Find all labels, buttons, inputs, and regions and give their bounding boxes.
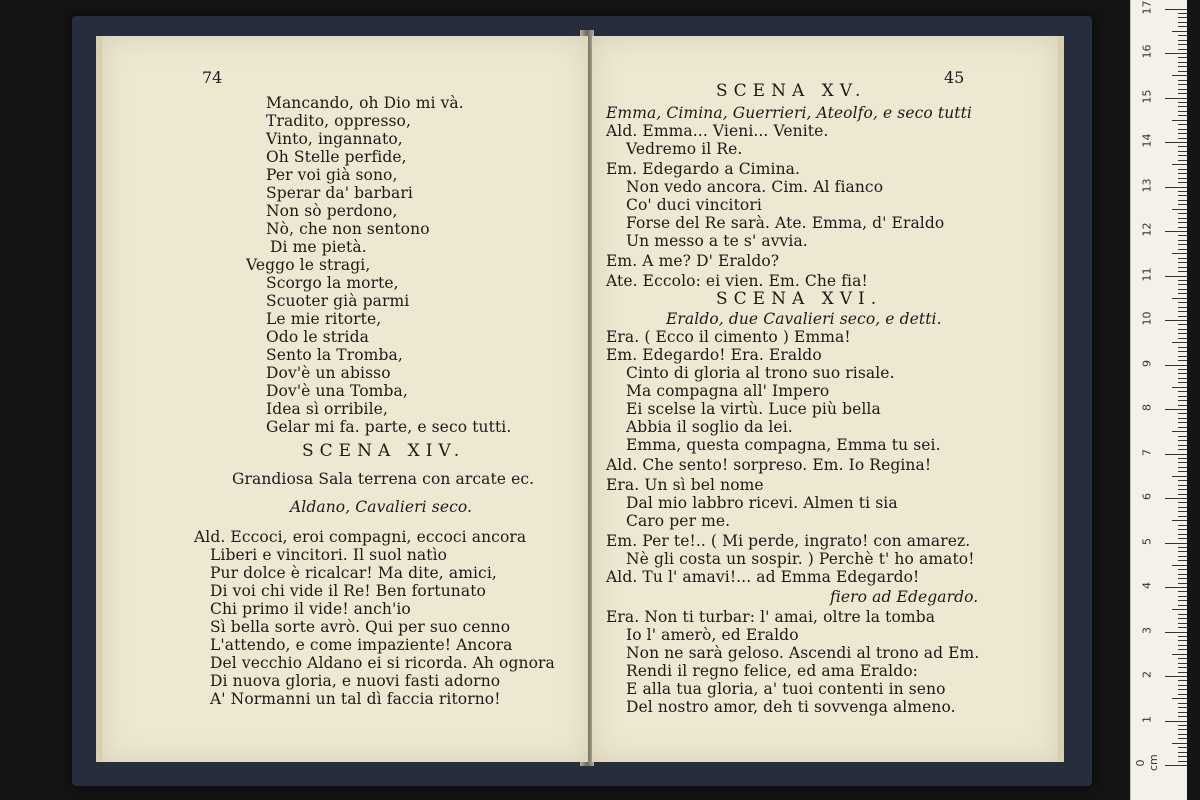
ruler-number: 1 [1140, 715, 1154, 723]
ruler-tick [1178, 249, 1187, 250]
ruler-tick [1165, 676, 1187, 677]
ruler-tick [1165, 498, 1187, 499]
ruler-tick [1178, 80, 1187, 81]
text-line: L'attendo, e come impaziente! Ancora [210, 636, 513, 654]
text-line: Dov'è una Tomba, [266, 382, 408, 400]
ruler-tick [1178, 516, 1187, 517]
ruler-tick [1178, 538, 1187, 539]
ruler-tick [1178, 556, 1187, 557]
ruler-tick [1178, 84, 1187, 85]
text-line: Ald. Che sento! sorpreso. Em. Io Regina! [606, 456, 932, 474]
ruler-tick [1178, 672, 1187, 673]
text-line: Non ne sarà geloso. Ascendi al trono ad Em. [626, 644, 980, 662]
page-number: 74 [202, 68, 223, 87]
ruler-tick [1178, 356, 1187, 357]
ruler-tick [1178, 267, 1187, 268]
text-line: Ma compagna all' Impero [626, 382, 830, 400]
ruler-tick [1178, 146, 1187, 147]
ruler-tick [1178, 640, 1187, 641]
ruler-tick [1172, 164, 1187, 165]
ruler-tick [1178, 93, 1187, 94]
ruler-tick [1178, 271, 1187, 272]
ruler-tick [1178, 507, 1187, 508]
ruler-tick [1178, 227, 1187, 228]
ruler-tick [1178, 680, 1187, 681]
ruler-number: 2 [1140, 671, 1154, 678]
text-line: Veggo le stragi, [246, 256, 371, 274]
ruler-tick [1178, 511, 1187, 512]
ruler-tick [1178, 347, 1187, 348]
ruler-tick [1178, 600, 1187, 601]
ruler-tick [1178, 284, 1187, 285]
text-line: Scorgo la morte, [266, 274, 399, 292]
text-line: Di voi chi vide il Re! Ben fortunato [210, 582, 486, 600]
ruler-tick [1178, 712, 1187, 713]
ruler-number: 4 [1140, 582, 1154, 589]
ruler-tick [1178, 689, 1187, 690]
text-line: Ald. Eccoci, eroi compagni, eccoci ancora [194, 528, 527, 546]
ruler-tick [1178, 13, 1187, 14]
ruler-number: 8 [1140, 404, 1154, 411]
ruler-tick [1178, 151, 1187, 152]
ruler-tick [1178, 111, 1187, 112]
ruler-tick [1178, 440, 1187, 441]
text-line: Em. A me? D' Eraldo? [606, 252, 780, 270]
ruler-tick [1165, 409, 1187, 410]
ruler-tick [1178, 369, 1187, 370]
text-line: Em. Per te!.. ( Mi perde, ingrato! con amarez. [606, 532, 971, 550]
ruler-tick [1178, 560, 1187, 561]
ruler-tick [1178, 738, 1187, 739]
ruler-tick [1178, 534, 1187, 535]
ruler-tick [1172, 31, 1187, 32]
text-line: Io l' amerò, ed Eraldo [626, 626, 799, 644]
ruler-tick [1165, 276, 1187, 277]
ruler-tick [1178, 467, 1187, 468]
ruler-tick [1178, 22, 1187, 23]
ruler-tick [1178, 685, 1187, 686]
ruler-tick [1178, 649, 1187, 650]
ruler-tick [1172, 520, 1187, 521]
ruler-tick [1178, 173, 1187, 174]
ruler-tick [1172, 253, 1187, 254]
ruler-tick [1172, 431, 1187, 432]
scene-heading: SCENA XIV. [302, 441, 466, 461]
ruler-tick [1178, 311, 1187, 312]
ruler-tick [1172, 565, 1187, 566]
ruler-tick [1172, 387, 1187, 388]
text-line: Ate. Eccolo: ei vien. Em. Che fia! [606, 272, 868, 290]
text-line: Ei scelse la virtù. Luce più bella [626, 400, 881, 418]
ruler-tick [1172, 298, 1187, 299]
ruler-tick [1178, 596, 1187, 597]
text-line: Vinto, ingannato, [266, 130, 403, 148]
scene-heading: SCENA XV. [716, 81, 867, 101]
ruler-tick [1178, 618, 1187, 619]
ruler-number: 12 [1140, 222, 1154, 237]
ruler-tick [1165, 142, 1187, 143]
ruler-tick [1178, 645, 1187, 646]
text-line: Emma, questa compagna, Emma tu sei. [626, 436, 941, 454]
ruler-number: 13 [1140, 178, 1154, 192]
ruler-tick [1178, 761, 1187, 762]
stage-direction: fiero ad Edegardo. [830, 588, 979, 606]
text-line: Forse del Re sarà. Ate. Emma, d' Eraldo [626, 214, 945, 232]
text-line: Per voi già sono, [266, 166, 398, 184]
ruler-tick [1178, 155, 1187, 156]
ruler-tick [1178, 289, 1187, 290]
text-line: Em. Edegardo a Cimina. [606, 160, 801, 178]
ruler-tick [1172, 743, 1187, 744]
ruler-tick [1178, 307, 1187, 308]
ruler-tick [1178, 49, 1187, 50]
text-line: Era. Non ti turbar: l' amai, oltre la tomba [606, 608, 936, 626]
text-line: Del nostro amor, deh ti sovvenga almeno. [626, 698, 956, 716]
ruler-tick [1178, 240, 1187, 241]
ruler-tick [1178, 106, 1187, 107]
text-line: Liberi e vincitori. Il suol natìo [210, 546, 448, 564]
ruler-tick [1178, 17, 1187, 18]
ruler-tick [1178, 756, 1187, 757]
ruler-tick [1178, 694, 1187, 695]
ruler-tick [1165, 187, 1187, 188]
ruler-number: 14 [1140, 133, 1154, 148]
text-line: Pur dolce è ricalcar! Ma dite, amici, [210, 564, 497, 582]
ruler-tick [1178, 591, 1187, 592]
ruler-tick [1165, 98, 1187, 99]
ruler-number: 5 [1140, 537, 1154, 545]
ruler-number: 9 [1140, 359, 1154, 367]
ruler-tick [1165, 765, 1187, 766]
text-line: Ald. Tu l' amavi!... ad Emma Edegardo! [606, 568, 920, 586]
ruler-unit-label: 0 cm [1134, 754, 1160, 771]
ruler-tick [1178, 551, 1187, 552]
text-line: Grandiosa Sala terrena con arcate ec. [232, 470, 535, 488]
ruler-tick [1178, 280, 1187, 281]
ruler-tick [1178, 57, 1187, 58]
ruler-tick [1178, 547, 1187, 548]
ruler-tick [1178, 583, 1187, 584]
ruler-tick [1178, 213, 1187, 214]
ruler-tick [1178, 734, 1187, 735]
ruler-tick [1178, 351, 1187, 352]
ruler-tick [1178, 418, 1187, 419]
ruler-tick [1165, 632, 1187, 633]
ruler-tick [1165, 454, 1187, 455]
ruler-tick [1165, 365, 1187, 366]
stage-direction: Emma, Cimina, Guerrieri, Ateolfo, e seco tutti [606, 104, 972, 122]
ruler-tick [1178, 578, 1187, 579]
ruler-tick [1178, 569, 1187, 570]
ruler-number: 16 [1140, 44, 1154, 59]
text-line: Era. ( Ecco il cimento ) Emma! [606, 328, 851, 346]
ruler-tick [1178, 529, 1187, 530]
text-line: Le mie ritorte, [266, 310, 382, 328]
text-line: Non vedo ancora. Cim. Al fianco [626, 178, 884, 196]
ruler-tick [1178, 316, 1187, 317]
ruler-tick [1178, 169, 1187, 170]
ruler-tick [1178, 382, 1187, 383]
ruler-tick [1178, 707, 1187, 708]
ruler-tick [1178, 204, 1187, 205]
ruler-tick [1172, 609, 1187, 610]
ruler-tick [1178, 40, 1187, 41]
ruler-tick [1178, 129, 1187, 130]
text-line: Scuoter già parmi [266, 292, 410, 310]
ruler-tick [1165, 320, 1187, 321]
ruler-tick [1178, 44, 1187, 45]
text-line: Cinto di gloria al trono suo risale. [626, 364, 895, 382]
ruler-tick [1178, 752, 1187, 753]
ruler-tick [1178, 338, 1187, 339]
text-line: Gelar mi fa. parte, e seco tutti. [266, 418, 512, 436]
stage-direction: Eraldo, due Cavalieri seco, e detti. [666, 310, 942, 328]
ruler-tick [1178, 658, 1187, 659]
ruler-tick [1178, 360, 1187, 361]
ruler-tick [1178, 302, 1187, 303]
ruler-tick [1178, 623, 1187, 624]
ruler-tick [1165, 231, 1187, 232]
ruler-tick [1178, 160, 1187, 161]
ruler-tick [1178, 200, 1187, 201]
text-line: Di me pietà. [270, 238, 367, 256]
ruler-tick [1165, 9, 1187, 10]
text-line: Non sò perdono, [266, 202, 398, 220]
ruler-tick [1172, 476, 1187, 477]
stage-direction: Aldano, Cavalieri seco. [290, 498, 473, 516]
scene-heading: SCENA XVI. [716, 289, 883, 309]
text-line: Mancando, oh Dio mi và. [266, 94, 464, 112]
ruler-tick [1178, 258, 1187, 259]
text-line: Em. Edegardo! Era. Eraldo [606, 346, 822, 364]
ruler-tick [1178, 605, 1187, 606]
ruler-tick [1178, 195, 1187, 196]
ruler-tick [1178, 191, 1187, 192]
ruler-tick [1178, 525, 1187, 526]
left-page [96, 36, 588, 762]
ruler-tick [1178, 725, 1187, 726]
text-line: Chi primo il vide! anch'io [210, 600, 411, 618]
ruler-tick [1178, 405, 1187, 406]
ruler-tick [1178, 262, 1187, 263]
text-line: Tradito, oppresso, [266, 112, 412, 130]
ruler-tick [1172, 75, 1187, 76]
ruler-tick [1178, 458, 1187, 459]
text-line: Dal mio labbro ricevi. Almen ti sia [626, 494, 898, 512]
ruler-tick [1178, 485, 1187, 486]
ruler-number: 6 [1140, 493, 1154, 500]
ruler-number: 17 [1140, 0, 1154, 14]
ruler-tick [1165, 543, 1187, 544]
ruler-tick [1178, 222, 1187, 223]
ruler-tick [1172, 342, 1187, 343]
ruler-tick [1178, 489, 1187, 490]
ruler-tick [1178, 703, 1187, 704]
ruler-tick [1178, 373, 1187, 374]
ruler-number: 15 [1140, 89, 1154, 103]
page-number: 45 [944, 68, 965, 87]
ruler-tick [1165, 721, 1187, 722]
ruler-tick [1178, 667, 1187, 668]
text-line: Co' duci vincitori [626, 196, 762, 214]
ruler-tick [1178, 235, 1187, 236]
text-line: Nè gli costa un sospir. ) Perchè t' ho amato! [626, 550, 975, 568]
ruler-tick [1178, 422, 1187, 423]
ruler-tick [1178, 71, 1187, 72]
text-line: Vedremo il Re. [626, 140, 743, 158]
ruler-tick [1178, 436, 1187, 437]
ruler-tick [1178, 396, 1187, 397]
text-line: Odo le strida [266, 328, 369, 346]
ruler-tick [1178, 400, 1187, 401]
ruler-tick [1178, 627, 1187, 628]
text-line: Caro per me. [626, 512, 731, 530]
ruler-tick [1178, 716, 1187, 717]
ruler-tick [1178, 133, 1187, 134]
text-line: Idea sì orribile, [266, 400, 388, 418]
ruler-tick [1178, 178, 1187, 179]
right-page [592, 36, 1064, 762]
ruler-tick [1178, 293, 1187, 294]
ruler-tick [1178, 574, 1187, 575]
ruler-tick [1178, 182, 1187, 183]
text-line: Dov'è un abisso [266, 364, 391, 382]
ruler-tick [1178, 333, 1187, 334]
ruler-tick [1178, 471, 1187, 472]
text-line: A' Normanni un tal dì faccia ritorno! [210, 690, 501, 708]
text-line: Abbia il soglio da lei. [626, 418, 793, 436]
ruler-tick [1178, 427, 1187, 428]
ruler-tick [1178, 636, 1187, 637]
text-line: Sperar da' barbari [266, 184, 413, 202]
ruler-tick [1178, 62, 1187, 63]
ruler-tick [1172, 209, 1187, 210]
text-line: Un messo a te s' avvia. [626, 232, 808, 250]
text-line: Ald. Emma... Vieni... Venite. [606, 122, 829, 140]
ruler-tick [1178, 244, 1187, 245]
ruler-tick [1178, 462, 1187, 463]
text-line: Di nuova gloria, e nuovi fasti adorno [210, 672, 501, 690]
ruler-tick [1178, 663, 1187, 664]
text-line: Sento la Tromba, [266, 346, 403, 364]
ruler-tick [1178, 445, 1187, 446]
ruler-tick [1178, 138, 1187, 139]
text-line: Nò, che non sentono [266, 220, 430, 238]
ruler-tick [1172, 654, 1187, 655]
ruler-tick [1178, 480, 1187, 481]
ruler-number: 11 [1140, 267, 1154, 281]
ruler-number: 3 [1140, 626, 1154, 634]
ruler-tick [1178, 324, 1187, 325]
ruler-tick [1178, 449, 1187, 450]
ruler-tick [1178, 89, 1187, 90]
ruler-tick [1178, 391, 1187, 392]
ruler-tick [1178, 218, 1187, 219]
ruler-tick [1178, 329, 1187, 330]
ruler-tick [1178, 124, 1187, 125]
ruler-tick [1178, 494, 1187, 495]
text-line: E alla tua gloria, a' tuoi contenti in seno [626, 680, 946, 698]
ruler-tick [1178, 66, 1187, 67]
ruler-tick [1172, 698, 1187, 699]
ruler-tick [1165, 53, 1187, 54]
ruler-tick [1178, 26, 1187, 27]
ruler-tick [1172, 120, 1187, 121]
ruler-tick [1165, 587, 1187, 588]
text-line: Era. Un sì bel nome [606, 476, 764, 494]
ruler-number: 10 [1140, 311, 1154, 326]
ruler-tick [1178, 413, 1187, 414]
ruler-tick [1178, 35, 1187, 36]
ruler-tick [1178, 102, 1187, 103]
measurement-ruler [1130, 0, 1187, 800]
text-line: Sì bella sorte avrò. Qui per suo cenno [210, 618, 511, 636]
ruler-number: 7 [1140, 448, 1154, 456]
ruler-tick [1178, 378, 1187, 379]
ruler-tick [1178, 729, 1187, 730]
text-line: Del vecchio Aldano ei si ricorda. Ah ognora [210, 654, 555, 672]
ruler-tick [1178, 614, 1187, 615]
text-line: Rendi il regno felice, ed ama Eraldo: [626, 662, 918, 680]
ruler-tick [1178, 502, 1187, 503]
ruler-tick [1178, 747, 1187, 748]
text-line: Oh Stelle perfide, [266, 148, 407, 166]
ruler-tick [1178, 115, 1187, 116]
